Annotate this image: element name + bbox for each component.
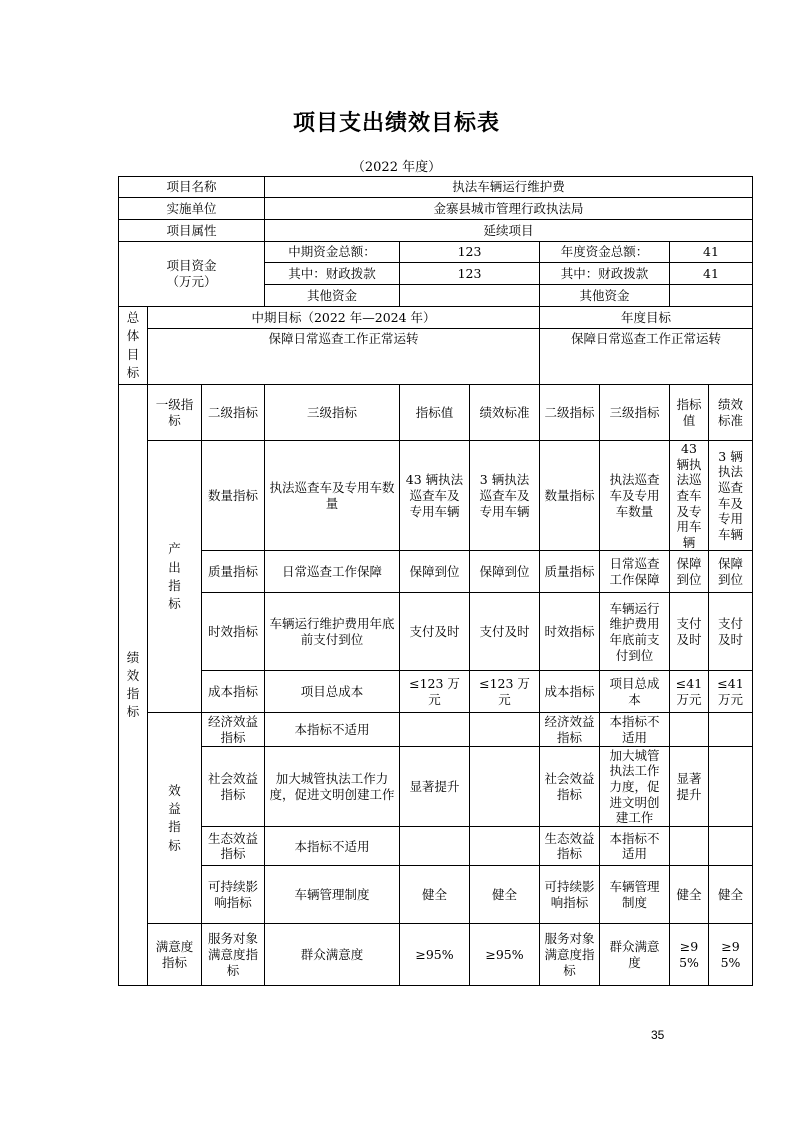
year-total-label: 年度资金总额： bbox=[540, 242, 670, 263]
level3-cell: 加大城管执法工作力度，促进文明创建工作 bbox=[265, 747, 400, 827]
header-year-level3: 三级指标 bbox=[600, 385, 670, 441]
standard-cell: ≥95% bbox=[470, 924, 540, 986]
header-standard: 绩效标准 bbox=[470, 385, 540, 441]
year-value-cell: ≤41 万元 bbox=[670, 671, 709, 713]
year-level2-cell: 社会效益指标 bbox=[540, 747, 600, 827]
unit-label: 实施单位 bbox=[119, 198, 265, 220]
year-level2-cell: 生态效益指标 bbox=[540, 827, 600, 866]
level3-cell: 本指标不适用 bbox=[265, 713, 400, 747]
year-level3-cell: 执法巡查车及专用车数量 bbox=[600, 441, 670, 551]
project-name-label: 项目名称 bbox=[119, 177, 265, 198]
page-number: 35 bbox=[651, 1028, 665, 1042]
year-value-cell bbox=[670, 713, 709, 747]
standard-cell: 保障到位 bbox=[470, 551, 540, 593]
level2-cell: 经济效益指标 bbox=[202, 713, 265, 747]
header-year-value: 指标值 bbox=[670, 385, 709, 441]
standard-cell bbox=[470, 713, 540, 747]
level3-cell: 日常巡查工作保障 bbox=[265, 551, 400, 593]
value-cell: 健全 bbox=[400, 866, 470, 924]
year-standard-cell bbox=[709, 747, 753, 827]
year-goal-header: 年度目标 bbox=[540, 307, 753, 329]
value-cell: 43 辆执法巡查车及专用车辆 bbox=[400, 441, 470, 551]
year-level3-cell: 本指标不适用 bbox=[600, 713, 670, 747]
year-standard-cell: ≤41 万元 bbox=[709, 671, 753, 713]
standard-cell bbox=[470, 747, 540, 827]
indicators-label bbox=[119, 385, 148, 986]
mid-goal-text: 保障日常巡查工作正常运转 bbox=[148, 329, 540, 385]
mid-total-value: 123 bbox=[400, 242, 540, 263]
funds-label bbox=[119, 242, 265, 307]
attribute-label: 项目属性 bbox=[119, 220, 265, 242]
table-row bbox=[119, 671, 753, 713]
mid-fiscal-value: 123 bbox=[400, 263, 540, 285]
overall-goal-label bbox=[119, 307, 148, 385]
year-value-cell: 健全 bbox=[670, 866, 709, 924]
standard-cell: 健全 bbox=[470, 866, 540, 924]
year-level3-cell: 群众满意度 bbox=[600, 924, 670, 986]
level2-cell: 数量指标 bbox=[202, 441, 265, 551]
performance-table bbox=[118, 176, 753, 986]
level3-cell: 群众满意度 bbox=[265, 924, 400, 986]
year-total-value: 41 bbox=[670, 242, 753, 263]
year-value-cell: ≥95% bbox=[670, 924, 709, 986]
unit-value: 金寨县城市管理行政执法局 bbox=[265, 198, 753, 220]
year-goal-text: 保障日常巡查工作正常运转 bbox=[540, 329, 753, 385]
level3-cell: 项目总成本 bbox=[265, 671, 400, 713]
funds-label-line2: （万元） bbox=[166, 274, 217, 289]
header-level3: 三级指标 bbox=[265, 385, 400, 441]
overall-goal-text: 总体目标 bbox=[126, 310, 140, 380]
year-level2-cell: 质量指标 bbox=[540, 551, 600, 593]
table-row bbox=[119, 441, 753, 551]
mid-other-value bbox=[400, 285, 540, 307]
year-other-value bbox=[670, 285, 753, 307]
header-year-level2: 二级指标 bbox=[540, 385, 600, 441]
level3-cell: 车辆管理制度 bbox=[265, 866, 400, 924]
year-level2-cell: 服务对象满意度指标 bbox=[540, 924, 600, 986]
year-standard-cell: ≥95% bbox=[709, 924, 753, 986]
satisfaction-indicator-label: 满意度指标 bbox=[148, 924, 202, 986]
header-level1: 一级指标 bbox=[148, 385, 202, 441]
year-level2-cell: 时效指标 bbox=[540, 593, 600, 671]
level2-cell: 生态效益指标 bbox=[202, 827, 265, 866]
output-indicator-label bbox=[148, 441, 202, 713]
indicators-label-text: 绩效指标 bbox=[126, 649, 140, 720]
mid-goal-header: 中期目标（2022 年—2024 年） bbox=[148, 307, 540, 329]
year-level3-cell: 车辆运行维护费用年底前支付到位 bbox=[600, 593, 670, 671]
value-cell: 显著提升 bbox=[400, 747, 470, 827]
table-row bbox=[119, 551, 753, 593]
project-name-value: 执法车辆运行维护费 bbox=[265, 177, 753, 198]
header-level2: 二级指标 bbox=[202, 385, 265, 441]
year-standard-cell: 支付及时 bbox=[709, 593, 753, 671]
year-standard-cell: 健全 bbox=[709, 866, 753, 924]
year-value-cell bbox=[670, 827, 709, 866]
year-level3-cell: 本指标不适用 bbox=[600, 827, 670, 866]
year-fiscal-label: 其中：财政拨款 bbox=[540, 263, 670, 285]
table-row bbox=[119, 924, 753, 986]
standard-cell: 3 辆执法巡查车及专用车辆 bbox=[470, 441, 540, 551]
funds-label-line1: 项目资金 bbox=[166, 258, 217, 274]
header-year-standard: 绩效标准 bbox=[709, 385, 753, 441]
value-cell bbox=[400, 827, 470, 866]
year-standard-cell: 保障到位 bbox=[709, 551, 753, 593]
level2-cell: 成本指标 bbox=[202, 671, 265, 713]
year-level3-cell: 日常巡查工作保障 bbox=[600, 551, 670, 593]
year-value-cell: 43 辆执法巡查车及专用车辆 bbox=[670, 441, 709, 551]
page-title: 项目支出绩效目标表 bbox=[292, 111, 500, 136]
year-level3-cell: 车辆管理制度 bbox=[600, 866, 670, 924]
mid-other-label: 其他资金 bbox=[265, 285, 400, 307]
output-indicator-text: 产出指标 bbox=[168, 541, 181, 611]
year-standard-cell bbox=[709, 827, 753, 866]
standard-cell: ≤123 万元 bbox=[470, 671, 540, 713]
year-level2-cell: 经济效益指标 bbox=[540, 713, 600, 747]
table-row bbox=[119, 713, 753, 747]
year-level2-cell: 可持续影响指标 bbox=[540, 866, 600, 924]
year-level2-cell: 数量指标 bbox=[540, 441, 600, 551]
value-cell bbox=[400, 713, 470, 747]
year-level3-cell: 加大城管执法工作力度，促进文明创建工作 bbox=[600, 747, 670, 827]
standard-cell: 支付及时 bbox=[470, 593, 540, 671]
table-row bbox=[119, 747, 753, 827]
mid-total-label: 中期资金总额： bbox=[265, 242, 400, 263]
benefit-indicator-text: 效益指标 bbox=[168, 783, 181, 853]
attribute-value: 延续项目 bbox=[265, 220, 753, 242]
level2-cell: 社会效益指标 bbox=[202, 747, 265, 827]
level2-cell: 服务对象满意度指标 bbox=[202, 924, 265, 986]
level3-cell: 本指标不适用 bbox=[265, 827, 400, 866]
level2-cell: 时效指标 bbox=[202, 593, 265, 671]
level2-cell: 可持续影响指标 bbox=[202, 866, 265, 924]
year-value-cell: 保障到位 bbox=[670, 551, 709, 593]
year-fiscal-value: 41 bbox=[670, 263, 753, 285]
value-cell: ≤123 万元 bbox=[400, 671, 470, 713]
year-value-cell: 支付及时 bbox=[670, 593, 709, 671]
year-other-label: 其他资金 bbox=[540, 285, 670, 307]
year-standard-cell: 3 辆执法巡查车及专用车辆 bbox=[709, 441, 753, 551]
level3-cell: 车辆运行维护费用年底前支付到位 bbox=[265, 593, 400, 671]
header-value: 指标值 bbox=[400, 385, 470, 441]
benefit-indicator-label bbox=[148, 713, 202, 924]
mid-fiscal-label: 其中：财政拨款 bbox=[265, 263, 400, 285]
table-row bbox=[119, 593, 753, 671]
standard-cell bbox=[470, 827, 540, 866]
table-row bbox=[119, 866, 753, 924]
year-level2-cell: 成本指标 bbox=[540, 671, 600, 713]
value-cell: ≥95% bbox=[400, 924, 470, 986]
table-row bbox=[119, 827, 753, 866]
value-cell: 支付及时 bbox=[400, 593, 470, 671]
level2-cell: 质量指标 bbox=[202, 551, 265, 593]
year-value-cell: 显著提升 bbox=[670, 747, 709, 827]
value-cell: 保障到位 bbox=[400, 551, 470, 593]
year-standard-cell bbox=[709, 713, 753, 747]
level3-cell: 执法巡查车及专用车数量 bbox=[265, 441, 400, 551]
year-level3-cell: 项目总成本 bbox=[600, 671, 670, 713]
year-subtitle: （2022 年度） bbox=[351, 160, 442, 175]
